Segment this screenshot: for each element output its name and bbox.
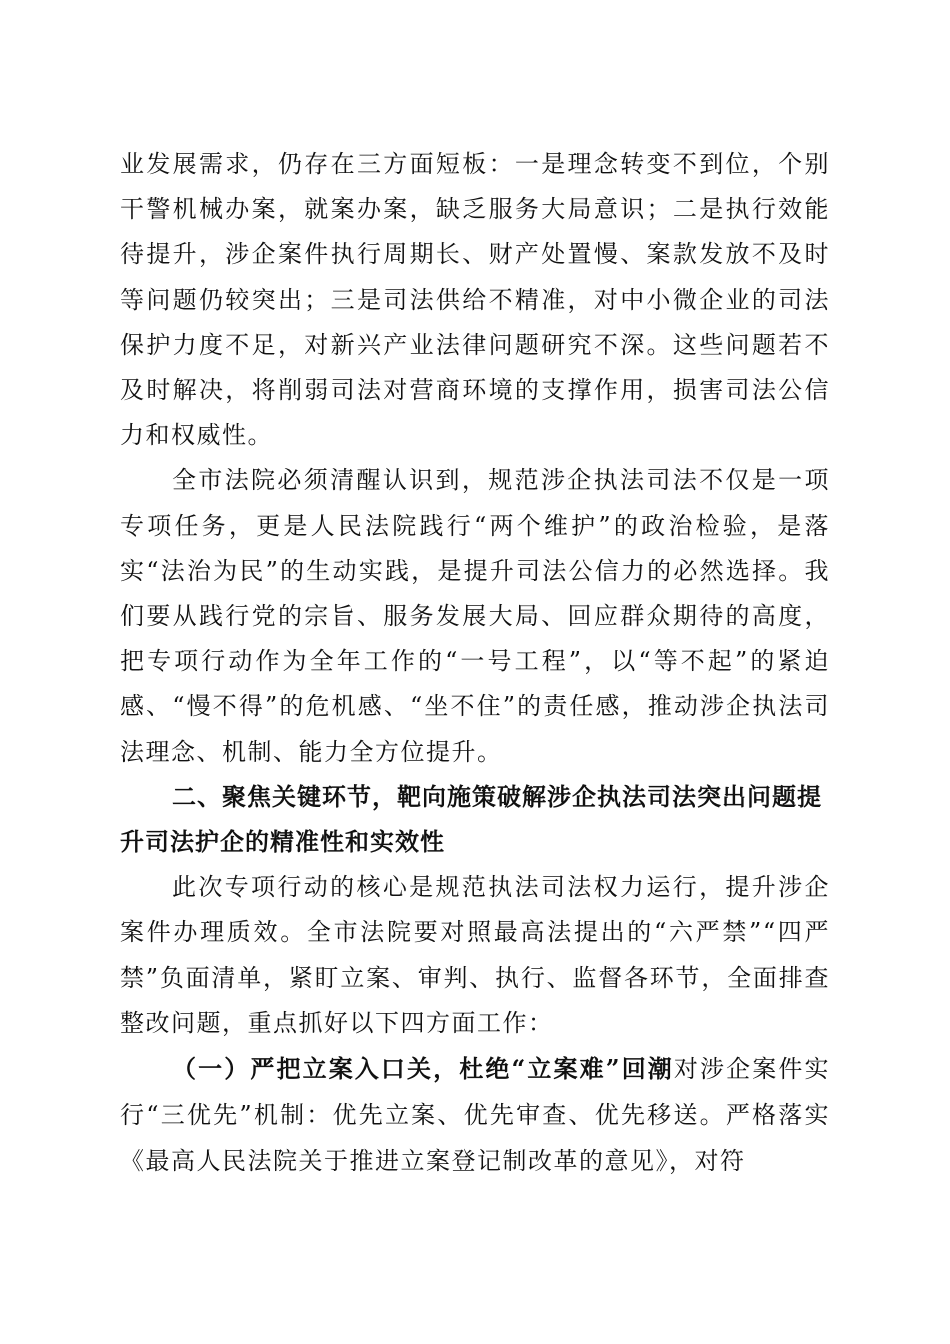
- paragraph-core-task: 此次专项行动的核心是规范执法司法权力运行，提升涉企案件办理质效。全市法院要对照最高法提出的“六严禁”“四严禁”负面清单，紧盯立案、审判、执行、监督各环节，全面排查整改问题，重点抓好以下四方面工作：: [120, 873, 830, 1037]
- section-heading-2: 二、聚焦关键环节，靶向施策破解涉企执法司法突出问题提升司法护企的精准性和实效性: [120, 782, 822, 857]
- paragraph-shortcomings: 业发展需求，仍存在三方面短板：一是理念转变不到位，个别干警机械办案，就案办案，缺乏服务大局意识；二是执行效能待提升，涉企案件执行周期长、财产处置慢、案款发放不及时等问题仍较突出；三是司法供给不精准，对中小微企业的司法保护力度不足，对新兴产业法律问题研究不深。这些问题若不及时解决，将削弱司法对营商环境的支撑作用，损害司法公信力和权威性。: [120, 150, 830, 450]
- subsection-1: [120, 1046, 830, 1185]
- subsection-1-title: （一）严把立案入口关，杜绝“立案难”回潮: [172, 1054, 674, 1084]
- paragraph-awareness: 全市法院必须清醒认识到，规范涉企执法司法不仅是一项专项任务，更是人民法院践行“两个维护”的政治检验，是落实“法治为民”的生动实践，是提升司法公信力的必然选择。我们要从践行党的宗旨、服务发展大局、回应群众期待的高度，把专项行动作为全年工作的“一号工程”，以“等不起”的紧迫感、“慢不得”的危机感、“坐不住”的责任感，推动涉企执法司法理念、机制、能力全方位提升。: [120, 466, 830, 766]
- document-page: [120, 142, 830, 1185]
- subsection-1-body: 对涉企案件实行“三优先”机制：优先立案、优先审查、优先移送。严格落实《最高人民法院关于推进立案登记制改革的意见》，对符: [120, 1055, 830, 1176]
